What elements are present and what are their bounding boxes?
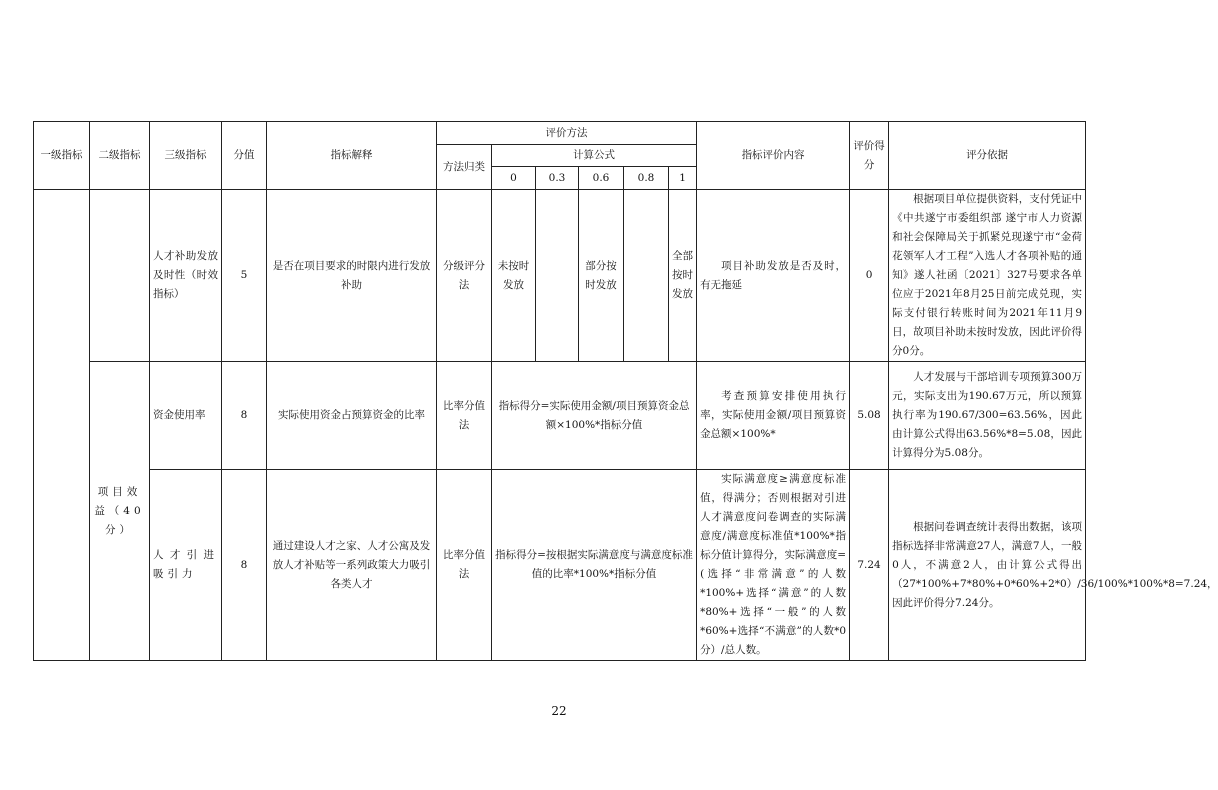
- r3-method-type: 比率分值法: [437, 470, 492, 661]
- r3-content: 实际满意度≥满意度标准值，得满分；否则根据对引进人才满意度问卷调查的实际满意度/满意度标准值*100%*指标分值计算得分，实际满意度=(选择“非常满意”的人数*100%+选择“满意”的人数*80%+选择“一般”的人数*60%+选择“不满意”的人数*0分）/总人数。: [697, 470, 850, 661]
- header-basis: 评分依据: [889, 122, 1086, 190]
- header-score: 分值: [222, 122, 267, 190]
- performance-evaluation-table: [33, 121, 1218, 661]
- r2-level3: 资金使用率: [150, 362, 222, 470]
- header-f0: 0: [492, 167, 536, 190]
- header-level2: 二级指标: [90, 122, 150, 190]
- header-method: 评价方法: [437, 122, 697, 145]
- table-row-fund-usage: [34, 362, 1086, 470]
- r1-f0: 未按时发放: [492, 190, 536, 362]
- level1-cell-empty: [34, 190, 90, 661]
- header-f03: 0.3: [536, 167, 579, 190]
- r1-f08-empty: [624, 190, 669, 362]
- header-f06: 0.6: [579, 167, 624, 190]
- r3-basis: 根据问卷调查统计表得出数据，该项指标选择非常满意27人，满意7人，一般0人，不满意2人，由计算公式得出（27*100%+7*80%+0*60%+2*0）/36/100%*100%*8=7.24，因此评价得分7.24分。: [889, 470, 1086, 661]
- r2-score: 8: [222, 362, 267, 470]
- header-f08: 0.8: [624, 167, 669, 190]
- r3-score: 8: [222, 470, 267, 661]
- header-explain: 指标解释: [267, 122, 437, 190]
- header-row-1: [34, 122, 1086, 145]
- header-formula: 计算公式: [492, 145, 697, 167]
- r1-score: 5: [222, 190, 267, 362]
- r1-method-type: 分级评分法: [437, 190, 492, 362]
- r1-explain: 是否在项目要求的时限内进行发放补助: [267, 190, 437, 362]
- level2-cell-empty: [90, 190, 150, 362]
- header-got: 评价得分: [850, 122, 889, 190]
- r2-explain: 实际使用资金占预算资金的比率: [267, 362, 437, 470]
- r1-got: 0: [850, 190, 889, 362]
- r1-level3: 人才补助发放及时性（时效指标）: [150, 190, 222, 362]
- r2-method-type: 比率分值法: [437, 362, 492, 470]
- r1-content: 项目补助发放是否及时，有无拖延: [697, 190, 850, 362]
- r1-basis: 根据项目单位提供资料，支付凭证中《中共遂宁市委组织部 遂宁市人力资源和社会保障局关于抓紧兑现遂宁市“金荷花领军人才工程”入选人才各项补贴的通知》遂人社函〔2021〕327号要求各单位应于2021年8月25日前完成兑现，实际支付银行转账时间为2021年11月9日，故项目补助未按时发放，因此评价得分0分。: [889, 190, 1086, 362]
- header-f1: 1: [669, 167, 697, 190]
- r3-explain: 通过建设人才之家、人才公寓及发放人才补贴等一系列政策大力吸引各类人才: [267, 470, 437, 661]
- r3-formula: 指标得分=按根据实际满意度与满意度标准值的比率*100%*指标分值: [492, 470, 697, 661]
- r2-content: 考查预算安排使用执行率，实际使用金额/项目预算资金总额×100%*: [697, 362, 850, 470]
- r2-got: 5.08: [850, 362, 889, 470]
- r1-f1: 全部按时发放: [669, 190, 697, 362]
- r1-f03-empty: [536, 190, 579, 362]
- header-content: 指标评价内容: [697, 122, 850, 190]
- r3-got: 7.24: [850, 470, 889, 661]
- r3-level3: 人才引进吸引力: [150, 470, 222, 661]
- table-row-talent-attraction: [34, 470, 1086, 661]
- level2-project-effect: 项目效益（40分）: [90, 362, 150, 661]
- header-method-type: 方法归类: [437, 145, 492, 190]
- page-number: 22: [551, 704, 567, 718]
- r2-basis: 人才发展与干部培训专项预算300万元，实际支出为190.67万元，所以预算执行率为190.67/300=63.56%，因此由计算公式得出63.56%*8=5.08，因此计算得分为5.08分。: [889, 362, 1086, 470]
- table-row-timeliness: [34, 190, 1086, 362]
- r2-formula: 指标得分=实际使用金额/项目预算资金总额×100%*指标分值: [492, 362, 697, 470]
- header-level3: 三级指标: [150, 122, 222, 190]
- header-level1: 一级指标: [34, 122, 90, 190]
- r1-f06: 部分按时发放: [579, 190, 624, 362]
